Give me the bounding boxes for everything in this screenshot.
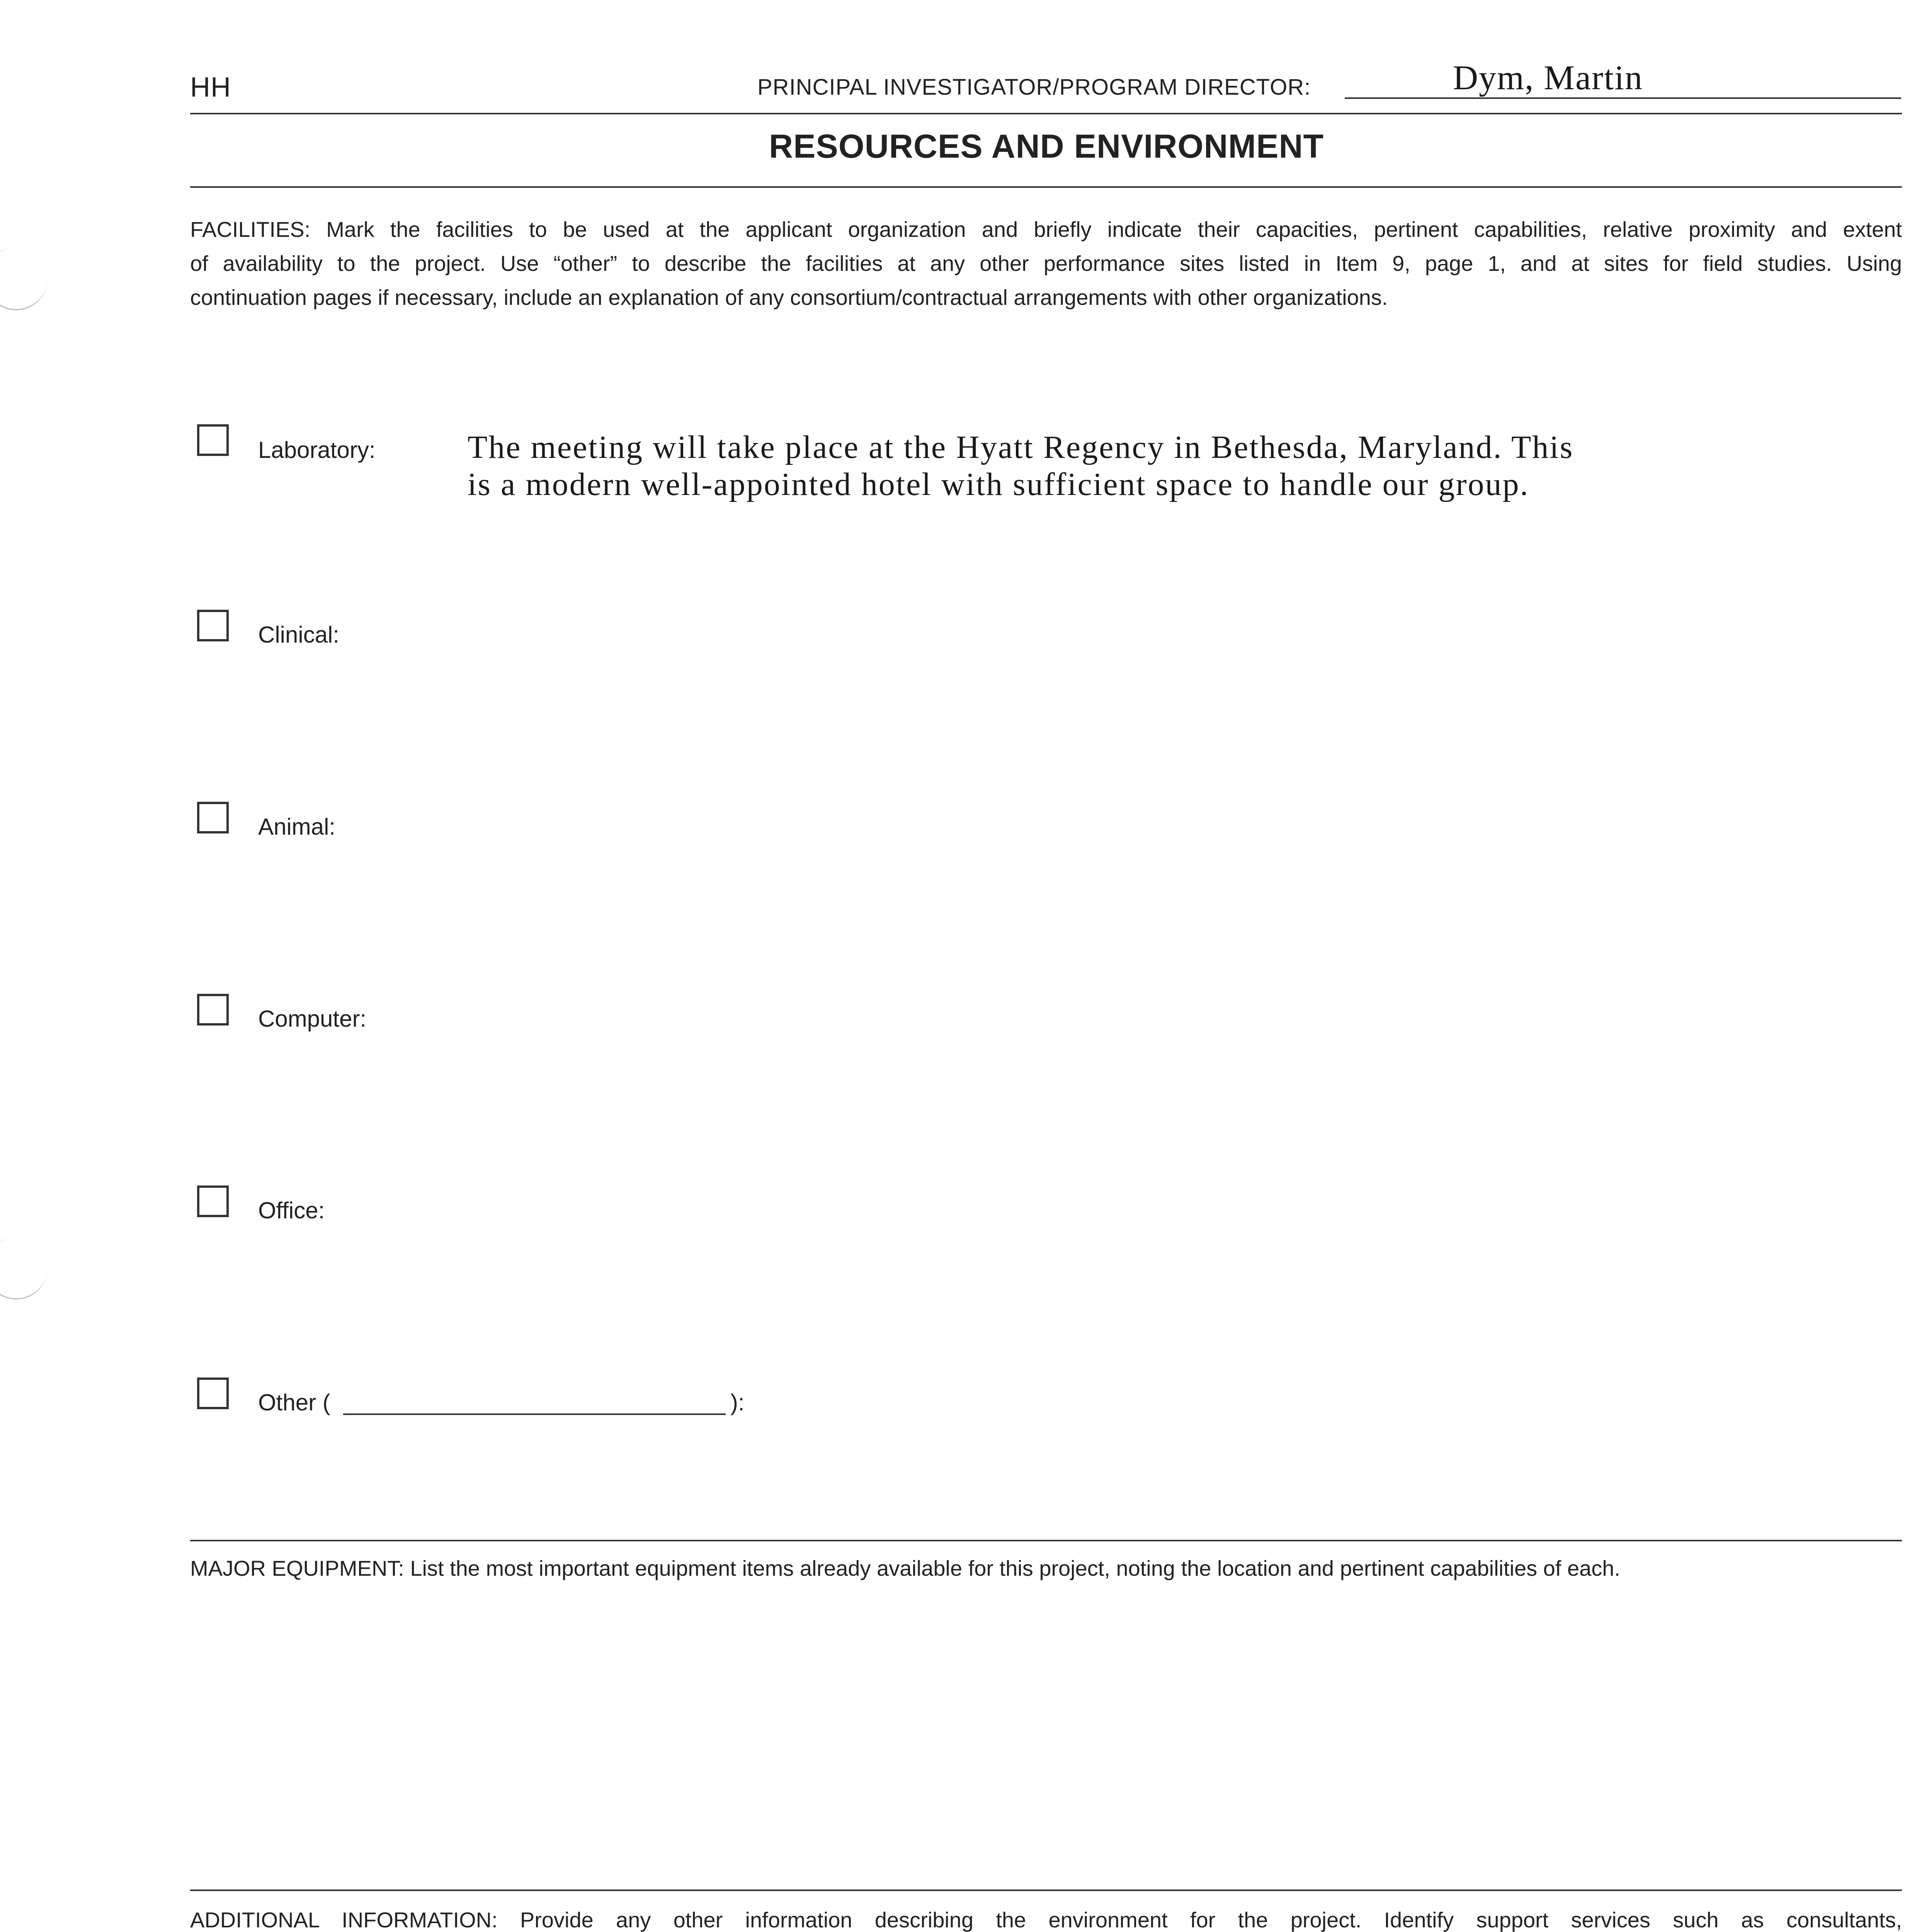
punch-hole-middle xyxy=(0,1236,48,1299)
clinical-checkbox[interactable] xyxy=(197,610,229,641)
header-rule-top xyxy=(190,113,1902,114)
laboratory-description-line-2: is a modern well-appointed hotel with sufficient space to handle our group. xyxy=(468,466,1529,502)
form-code-left: HH xyxy=(190,72,231,103)
major-equipment-instructions: MAJOR EQUIPMENT: List the most important equipment items already available for this project, noting the location and pertinent capabilities of each. xyxy=(190,1556,1620,1580)
additional-information-rule xyxy=(190,1889,1902,1891)
facilities-instructions xyxy=(190,213,1902,315)
pi-name: Dym, Martin xyxy=(1453,59,1643,97)
laboratory-label: Laboratory: xyxy=(258,437,376,463)
laboratory-description-line-1: The meeting will take place at the Hyatt Regency in Bethesda, Maryland. This xyxy=(468,429,1574,465)
computer-label: Computer: xyxy=(258,1006,367,1032)
laboratory-description xyxy=(468,429,1573,503)
clinical-label: Clinical: xyxy=(258,622,340,648)
other-label-suffix: ): xyxy=(730,1389,745,1415)
additional-information-line-1: ADDITIONAL INFORMATION: Provide any other information describing the environment for the project. Identify support services such as consultants, xyxy=(190,1908,1902,1932)
facilities-instructions-line-3: continuation pages if necessary, include an explanation of any consortium/contractual arrangements with other organizations. xyxy=(190,285,1388,310)
office-label: Office: xyxy=(258,1197,325,1223)
other-description-field[interactable] xyxy=(343,1413,726,1415)
punch-hole-top xyxy=(0,247,48,310)
pi-label: PRINCIPAL INVESTIGATOR/PROGRAM DIRECTOR: xyxy=(757,75,1311,100)
facilities-instructions-line-2: of availability to the project. Use “other” to describe the facilities at any other performance sites listed in Item 9, page 1, and at sites for field studies. Using xyxy=(190,251,1902,276)
major-equipment-rule xyxy=(190,1540,1902,1541)
header-rule-bottom xyxy=(190,186,1902,188)
office-checkbox[interactable] xyxy=(197,1185,229,1217)
other-checkbox[interactable] xyxy=(197,1378,229,1409)
animal-label: Animal: xyxy=(258,814,336,840)
additional-information-instructions xyxy=(190,1903,1902,1932)
facilities-instructions-line-1: FACILITIES: Mark the facilities to be used at the applicant organization and briefly indicate their capacities, pertinent capabilities, relative proximity and extent xyxy=(190,217,1902,242)
other-label: Other ( xyxy=(258,1389,330,1415)
page-title: RESOURCES AND ENVIRONMENT xyxy=(769,128,1324,165)
computer-checkbox[interactable] xyxy=(197,994,229,1026)
animal-checkbox[interactable] xyxy=(197,802,229,833)
laboratory-checkbox[interactable] xyxy=(197,424,229,456)
